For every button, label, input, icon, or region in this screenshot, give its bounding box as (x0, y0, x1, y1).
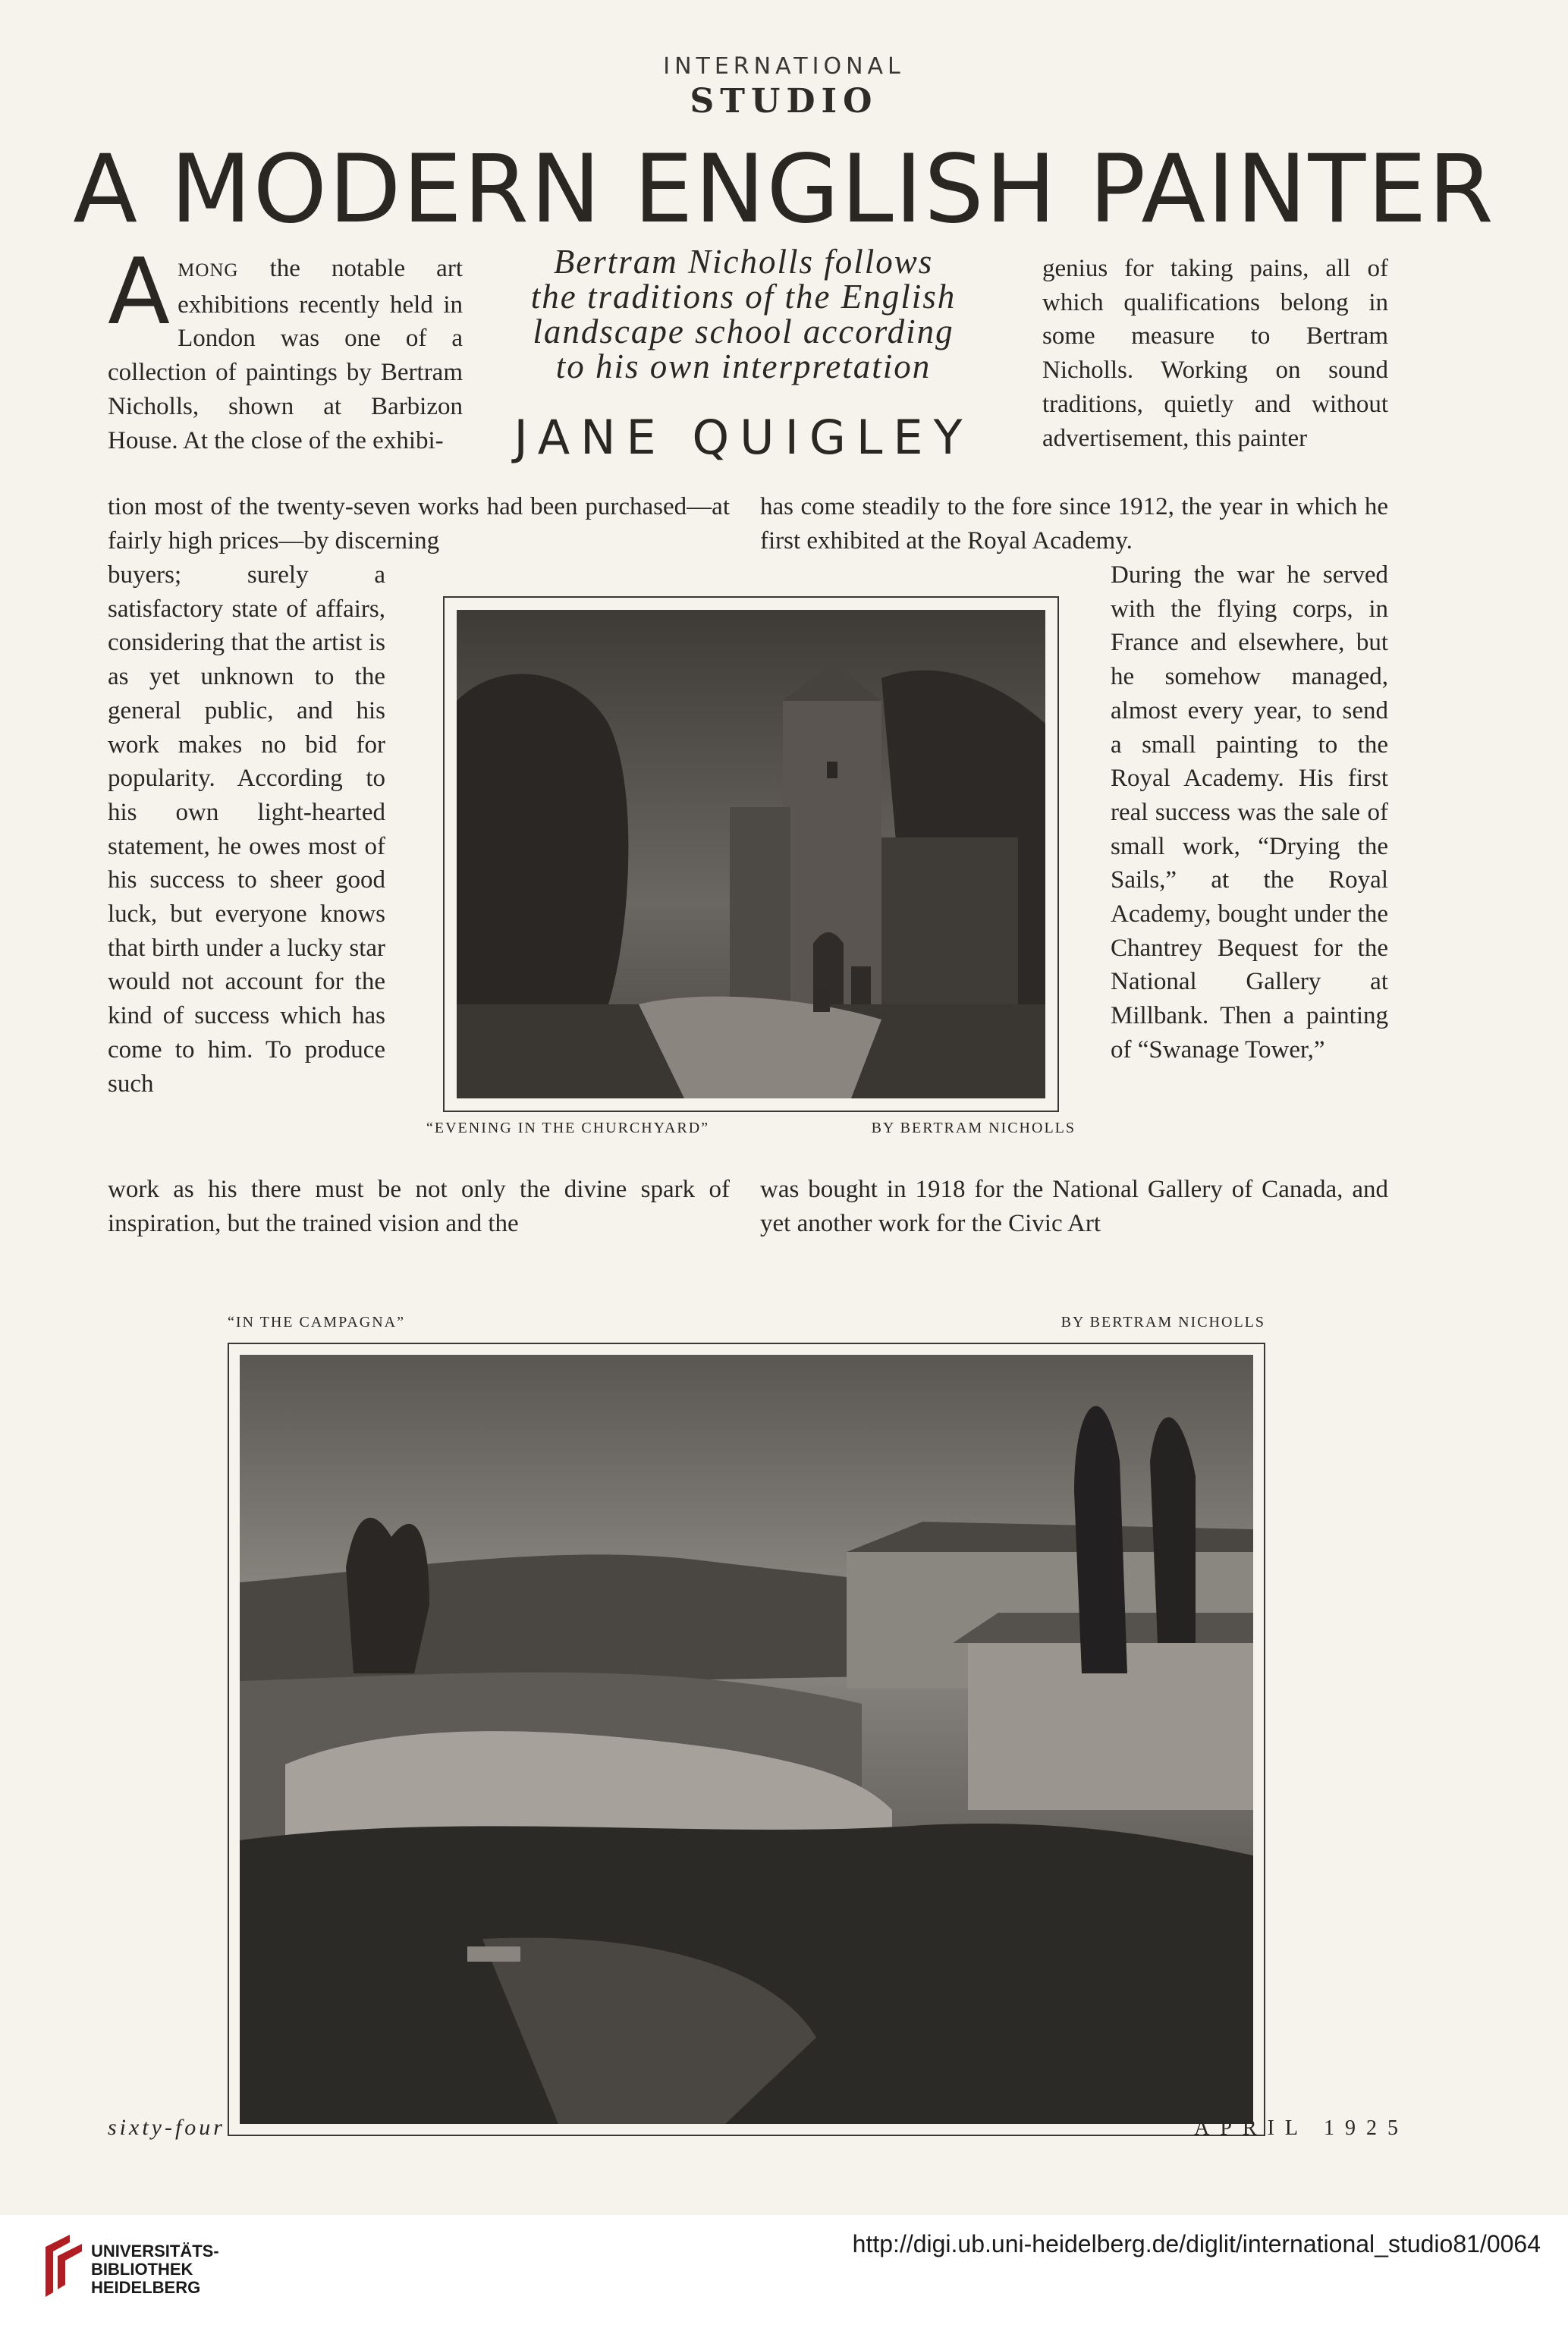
library-name-line: BIBLIOTHEK (91, 2260, 193, 2279)
body-row-left: tion most of the twenty-seven works had been purchased—at fairly high prices—by discerning (108, 493, 730, 555)
plate2-caption (228, 1314, 1265, 1331)
body-row-left-bottom: work as his there must be not only the divine spark of inspiration, but the trained vision and the (108, 1176, 730, 1237)
page-number: sixty-four (108, 2115, 225, 2140)
library-name-line: UNIVERSITÄTS- (91, 2242, 219, 2261)
body-column-right-mid: During the war he served with the flying corps, in France and elsewhere, but he somehow managed, almost every year, to send a small painting to the Royal Academy. His first real success was the sale of small work, “Drying the Sails,” at the Royal Academy, bought under the Chantrey Bequest for the National Gallery at Millbank. Then a painting of “Swanage Tower,” (1111, 561, 1388, 1064)
masthead-studio: STUDIO (690, 82, 878, 121)
intro-smallcaps: MONG (178, 260, 239, 281)
source-url-link[interactable]: http://digi.ub.uni-heidelberg.de/diglit/international_studio81/0064 (852, 2230, 1541, 2257)
body-text: the notable art exhibitions recently held in London was one of a collection of paintings by Bertram Nicholls, shown at Barbizon House. At the close of the exhibi- (108, 255, 463, 454)
body-row-right: has come steadily to the fore since 1912, the year in which he first exhibited at the Royal Academy. (760, 493, 1388, 555)
library-logo-icon (39, 2232, 86, 2300)
body-column-right-top: genius for taking pains, all of which qualifications belong in some measure to Bertram Nicholls. Working on sound traditions, quietly and without advertisement, this painter (1042, 255, 1388, 452)
body-column-left-top (108, 240, 463, 457)
churchyard-painting (457, 610, 1045, 1098)
library-name-line: HEIDELBERG (91, 2278, 201, 2297)
subtitle-line: to his own interpretation (555, 347, 932, 385)
library-name (91, 2242, 219, 2297)
article-title: A MODERN ENGLISH PAINTER (73, 135, 1495, 244)
subtitle-line: Bertram Nicholls follows (553, 243, 934, 281)
plate1-title: “EVENING IN THE CHURCHYARD” (426, 1120, 710, 1136)
plate-in-the-campagna (228, 1343, 1265, 2136)
body-column-left-mid: buyers; surely a satisfactory state of affairs, considering that the artist is as yet unknown to the general public, and his work makes no bid for popularity. According to his own light-hearted statement, he owes most of his success to sheer good luck, but everyone knows that birth under a lucky star would not account for the kind of success which has come to him. To produce such (108, 561, 385, 1098)
masthead-international: INTERNATIONAL (663, 53, 905, 80)
subtitle-line: the traditions of the English (530, 278, 957, 316)
body-row-right-bottom: was bought in 1918 for the National Gallery of Canada, and yet another work for the Civic Art (760, 1176, 1388, 1237)
plate1-credit: BY BERTRAM NICHOLLS (871, 1120, 1076, 1136)
article-subtitle (485, 244, 1001, 384)
drop-cap: A (108, 240, 171, 345)
plate2-title: “IN THE CAMPAGNA” (228, 1314, 405, 1331)
plate2-credit: BY BERTRAM NICHOLLS (1061, 1314, 1265, 1331)
plate1-caption (426, 1120, 1076, 1137)
campagna-painting (240, 1355, 1253, 2124)
plate-evening-in-the-churchyard (443, 596, 1059, 1112)
subtitle-line: landscape school according (533, 313, 954, 350)
author-byline: JANE QUIGLEY (514, 410, 973, 465)
issue-date: APRIL 1925 (1194, 2116, 1409, 2140)
